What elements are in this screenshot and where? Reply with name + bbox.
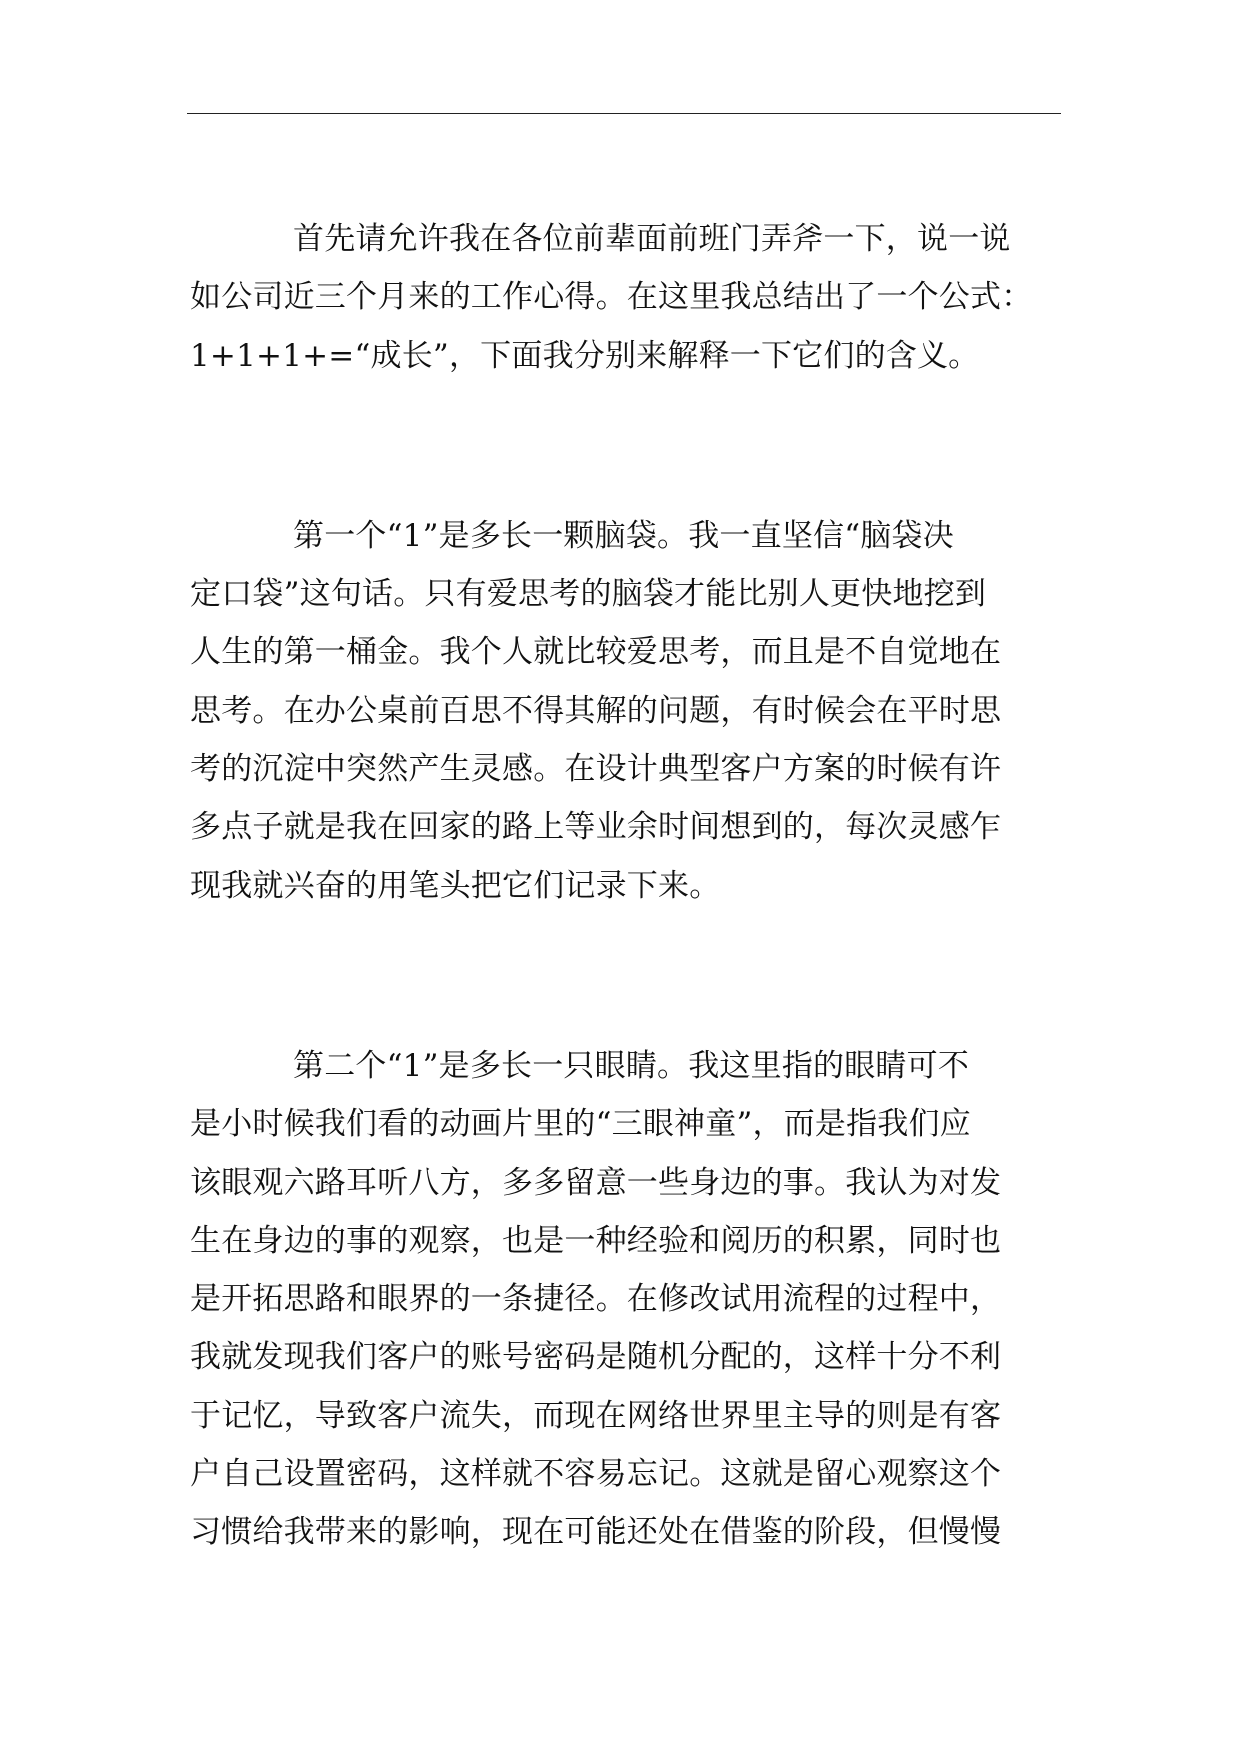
text-line: 现我就兴奋的用笔头把它们记录下来。 bbox=[190, 867, 721, 904]
text-line: 多点子就是我在回家的路上等业余时间想到的，每次灵感乍 bbox=[190, 809, 1002, 846]
document-body bbox=[190, 210, 1062, 1562]
text-line: 习惯给我带来的影响，现在可能还处在借鉴的阶段，但慢慢 bbox=[190, 1514, 1002, 1551]
text-line: 是开拓思路和眼界的一条捷径。在修改试用流程的过程中， bbox=[190, 1281, 1002, 1318]
text-line: 生在身边的事的观察，也是一种经验和阅历的积累，同时也 bbox=[190, 1222, 1002, 1259]
text-line: 该眼观六路耳听八方，多多留意一些身边的事。我认为对发 bbox=[190, 1164, 1002, 1201]
paragraph-intro bbox=[190, 210, 1062, 385]
text-line: 是小时候我们看的动画片里的“三眼神童”，而是指我们应 bbox=[190, 1106, 971, 1143]
text-line: 1+1+1+=“成长”，下面我分别来解释一下它们的含义。 bbox=[190, 337, 980, 374]
text-line: 户自己设置密码，这样就不容易忘记。这就是留心观察这个 bbox=[190, 1456, 1002, 1493]
text-line: 如公司近三个月来的工作心得。在这里我总结出了一个公式： bbox=[190, 279, 1033, 316]
text-line: 定口袋”这句话。只有爱思考的脑袋才能比别人更快地挖到 bbox=[190, 576, 987, 613]
text-line: 首先请允许我在各位前辈面前班门弄斧一下，说一说 bbox=[293, 221, 1011, 257]
text-line: 我就发现我们客户的账号密码是随机分配的，这样十分不利 bbox=[190, 1339, 1002, 1376]
text-line: 人生的第一桶金。我个人就比较爱思考，而且是不自觉地在 bbox=[190, 634, 1002, 671]
text-line: 第一个“1”是多长一颗脑袋。我一直坚信“脑袋决 bbox=[293, 517, 954, 554]
paragraph-first-one bbox=[190, 507, 1062, 915]
paragraph-second-one bbox=[190, 1037, 1062, 1562]
text-line: 思考。在办公桌前百思不得其解的问题，有时候会在平时思 bbox=[190, 692, 1002, 729]
text-line: 于记忆，导致客户流失，而现在网络世界里主导的则是有客 bbox=[190, 1397, 1002, 1434]
text-line: 第二个“1”是多长一只眼睛。我这里指的眼睛可不 bbox=[293, 1047, 970, 1084]
text-line: 考的沉淀中突然产生灵感。在设计典型客户方案的时候有许 bbox=[190, 751, 1002, 788]
header-rule bbox=[187, 113, 1061, 114]
